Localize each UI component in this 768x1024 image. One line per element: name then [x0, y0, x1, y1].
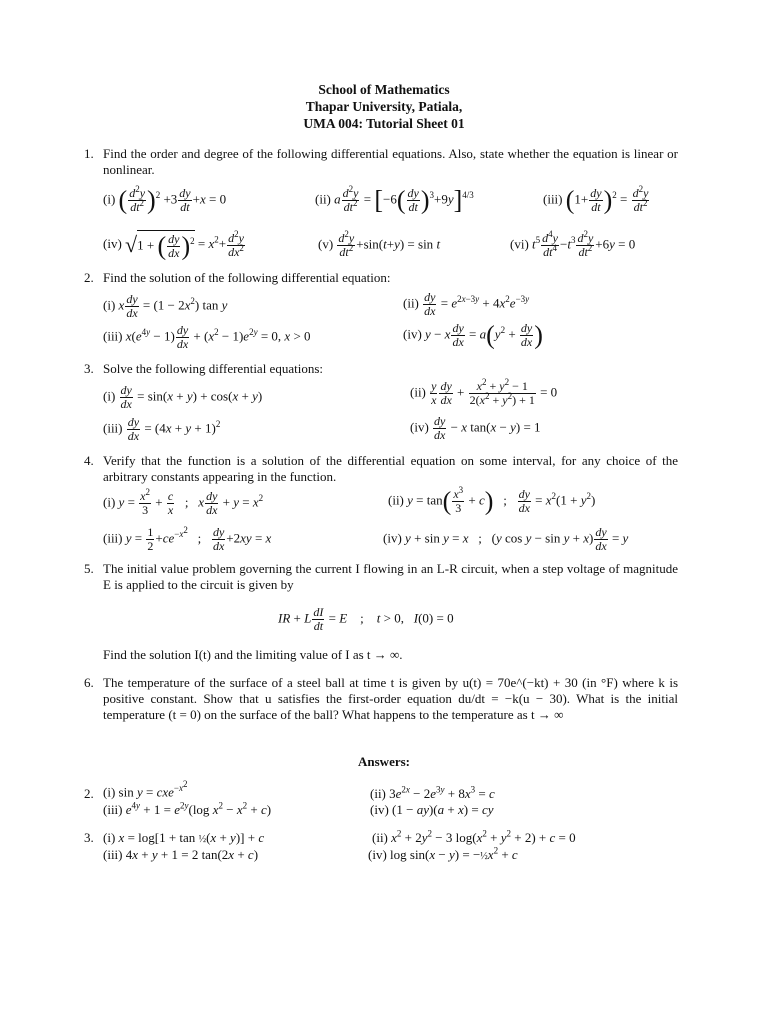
q5-followup: Find the solution I(t) and the limiting value of I as t → ∞.	[103, 647, 403, 662]
q6-text: The temperature of the surface of a steel ball at time t is given by u(t) = 70e^(−kt) + 30 (in °F) where k is positive constant. Show that u satisfies the first-order equation du/dt = −k(u − 30). What is the initial temperature (t = 0) on the surface of the ball? What happens to the temperature as t → ∞	[103, 675, 678, 722]
q1-eq-iv: (iv) √1 + ( $\frac{dy}{dx}$ )$^2 = x^2+$ $\frac{d^2y}{dx^2}$	[103, 228, 244, 261]
q2-label-iv: (iv)	[403, 326, 422, 342]
q1-label-v: (v)	[318, 236, 334, 252]
answer-3-ii: (ii) $x^2 + 2y^2 - 3$ $\log(x^2 + y^2 + 2) + c = 0$	[372, 828, 576, 845]
q2-label-iii: (iii)	[103, 328, 123, 344]
q3-text: Solve the following differential equations:	[103, 361, 323, 376]
university-name: Thapar University, Patiala,	[305, 99, 463, 114]
q4-label-iii: (iii)	[103, 530, 123, 546]
q4-number: 4.	[84, 453, 94, 468]
q1-eq-i: (i) ( $\frac{d^2y}{dt^2}$ )$^2$ +3 $\frac{dy}{dt}$ +x = 0	[103, 184, 227, 215]
answer-2-iii: (iii) $e^{4y} + 1 = e^{2y}(\log$ $x^2 - x^2 + c$)	[103, 800, 272, 817]
answer-3-i: (i) x = log[1 + tan ½(x + y)] + c	[103, 830, 265, 845]
q4-label-ii: (ii)	[388, 492, 404, 508]
q2-eq-ii: (ii) $\frac{dy}{dx}$ = $e^{2x-3y} + 4x^2e^{-3y}$	[403, 290, 530, 318]
q1-label-i: (i)	[103, 191, 116, 207]
q2-number: 2.	[84, 270, 94, 285]
q3-label-iv: (iv)	[410, 419, 429, 435]
q3-eq-i: (i) $\frac{dy}{dx}$ = sin(x + y) + cos(x + y)	[103, 383, 263, 411]
sheet-title: UMA 004: Tutorial Sheet 01	[303, 116, 465, 131]
q5-equation: IR + L $\frac{dI}{dt}$ = E ; t > 0, I(0) = 0	[278, 605, 454, 633]
q5-text: The initial value problem governing the current I flowing in an L-R circuit, when a step voltage of magnitude E is applied to the circuit is given by	[103, 561, 678, 592]
q5-number: 5.	[84, 561, 94, 576]
school-name: School of Mathematics	[318, 82, 450, 97]
q4-eq-i: (i) y = $\frac{x^2}{3}$ + $\frac{c}{x}$ ; x $\frac{dy}{dx}$ + $y = x^2$	[103, 487, 264, 517]
q6-number: 6.	[84, 675, 94, 690]
q2-eq-iv: (iv) y − x $\frac{dy}{dx}$ = $a(y^2$ + $\frac{dy}{dx}$ )	[403, 320, 543, 350]
q2-label-ii: (ii)	[403, 295, 419, 311]
q1-number: 1.	[84, 146, 94, 161]
q3-label-ii: (ii)	[410, 384, 426, 400]
answer-3-iii: (iii) 4x + y + 1 = 2 tan(2x + c)	[103, 847, 259, 862]
q4-label-iv: (iv)	[383, 530, 402, 546]
q3-label-iii: (iii)	[103, 420, 123, 436]
q4-label-i: (i)	[103, 494, 116, 510]
q1-eq-vi: (vi) $t^5$ $\frac{d^4y}{dt^4}$ $-t^3$ $\frac{d^2y}{dt^2}$ +6y = 0	[510, 229, 636, 259]
answer-2-i: (i) sin y = cxe$^{-x^2}$	[103, 779, 188, 800]
q1-eq-iii: (iii) (1+ $\frac{dy}{dt}$ )$^2$ = $\frac{d^2y}{dt^2}$	[543, 184, 649, 215]
q2-text: Find the solution of the following differential equation:	[103, 270, 391, 285]
q3-eq-ii: (ii) $\frac{y}{x}$ $\frac{dy}{dx}$ + $\frac{x^2 + y^2 - 1}{2(x^2 + y^2) + 1}$ = 0	[410, 377, 558, 407]
q1-text: Find the order and degree of the following differential equations. Also, state whether the equation is linear or nonlinear.	[103, 146, 678, 177]
q1-label-iii: (iii)	[543, 191, 563, 207]
q3-number: 3.	[84, 361, 94, 376]
q4-eq-iii: (iii) y = $\frac{1}{2}$ $+ce^{-x^2}$ ; $\frac{dy}{dx}$ +2xy = x	[103, 525, 272, 553]
q4-eq-iv: (iv) y + sin y = x ; (y cos y − sin y + x) $\frac{dy}{dx}$ = y	[383, 525, 629, 553]
q4-text: Verify that the function is a solution of the differential equation on some interval, for any choice of the arbitrary constants appearing in the function.	[103, 453, 678, 484]
q1-label-vi: (vi)	[510, 236, 529, 252]
q1-eq-ii: (ii) a $\frac{d^2y}{dt^2}$ = [−6( $\frac{dy}{dt}$ )$^3$+9y]$^{4/3}$	[315, 184, 474, 215]
q1-label-ii: (ii)	[315, 191, 331, 207]
answers-title: Answers:	[358, 754, 410, 769]
answer-2-ii: (ii) $3e^{2x} - 2e^{3y} + 8x^3 = c$	[370, 784, 495, 801]
q1-eq-v: (v) $\frac{d^2y}{dt^2}$ +sin(t+y) = sin t	[318, 229, 441, 259]
answer-2-iv: (iv) (1 − ay)(a + x) = cy	[370, 802, 494, 817]
q2-eq-i: (i) x $\frac{dy}{dx}$ = $(1 - 2x^2)$ tan y	[103, 292, 228, 320]
q2-eq-iii: (iii) $x(e^{4y} - 1)$ $\frac{dy}{dx}$ + $(x^2 - 1)e^{2y} = 0$, x > 0	[103, 323, 311, 351]
q1-label-iv: (iv)	[103, 235, 122, 251]
q3-eq-iv: (iv) $\frac{dy}{dx}$ − x tan(x − y) = 1	[410, 414, 541, 442]
q2-label-i: (i)	[103, 297, 116, 313]
q3-label-i: (i)	[103, 388, 116, 404]
answer-3-iv: (iv) $\log \sin(x - y) = -\frac{1}{2}x^2 + c$	[368, 845, 518, 862]
q3-eq-iii: (iii) $\frac{dy}{dx}$ = $(4x + y + 1)^2$	[103, 415, 221, 443]
q4-eq-ii: (ii) y = tan( $\frac{x^3}{3}$ + c) ; $\frac{dy}{dx}$ = $x^2(1 + y^2)$	[388, 485, 596, 516]
answer-3-number: 3.	[84, 830, 94, 845]
answer-2-number: 2.	[84, 786, 94, 801]
